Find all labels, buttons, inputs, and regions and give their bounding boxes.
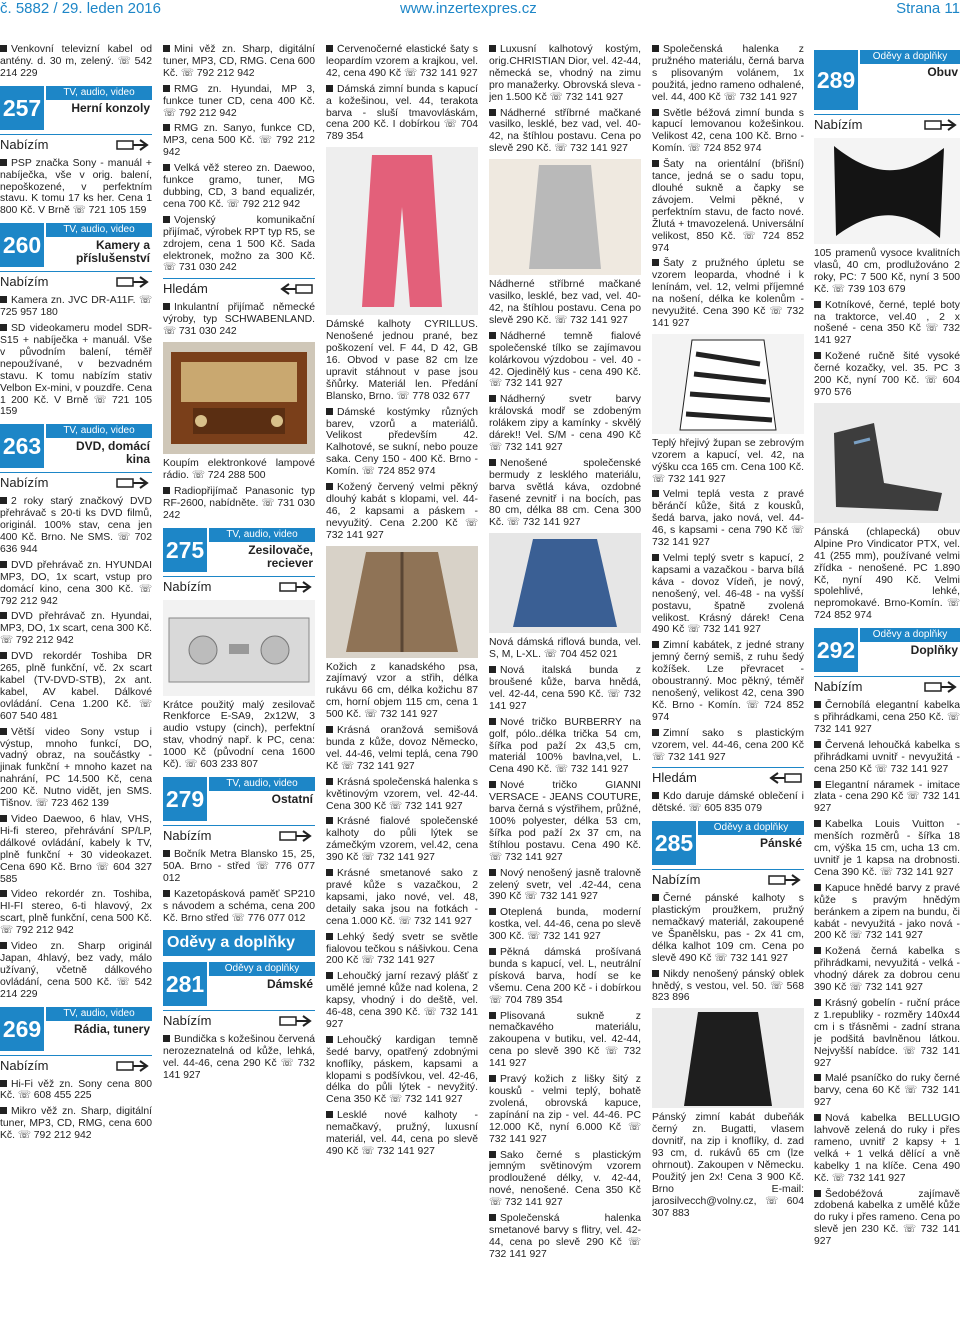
ad: Kabelka Louis Vuitton - menších rozměrů - šířka 18 cm, výška 15 cm, ucha 13 cm. uvnitř je 1 kapsa na drobnosti. Cena 390 Kč. ☏ 732 141 927 (814, 819, 960, 878)
ad: Pěkná dámská prošívaná bunda s kapucí, vel. L, neutrální písková barva, hodí se ke všemu. Cena 200 Kč - i dobírkou ☏ 704 789 354 (489, 947, 641, 1006)
clothing-category-title: Oděvy a doplňky (163, 930, 315, 956)
ad: Hi-Fi věž zn. Sony cena 800 Kč. ☏ 608 455 225 (0, 1078, 152, 1102)
offer-heading: Nabízím (0, 271, 152, 291)
ad: Nový nenošený jasně tralovně zelený svetr, vel .42-44, cena 390 Kč ☏ 732 141 927 (489, 867, 641, 903)
ad: RMG zn. Hyundai, MP 3, funkce tuner CD, cena 400 Kč. ☏ 792 212 942 (163, 83, 315, 119)
section-header-260: 260 TV, audio, video Kamery a příslušenství (0, 223, 152, 267)
ad: Nová dámská riflová bunda, vel. S, M, L-XL. ☏ 704 452 021 (489, 637, 641, 661)
ad: Bundička s kožešinou červená nerozeznatelná od kůže, lehká, vel. 44-46, cena 290 Kč ☏ 732 141 927 (163, 1034, 315, 1082)
section-header-285: 285 Oděvy a doplňky Pánské (652, 821, 804, 865)
arrow-right-icon (116, 138, 150, 152)
section-header-257: 257 TV, audio, video Herní konzoly (0, 86, 152, 130)
ad: Bočník Metra Blansko 15, 25, 50A. Brno - střed ☏ 776 077 012 (163, 849, 315, 884)
arrow-right-icon (116, 476, 150, 490)
arrow-right-icon (116, 275, 150, 289)
page-number: Strana 11 (896, 0, 960, 17)
top-photo (489, 159, 641, 275)
denim-jacket-photo (489, 533, 641, 633)
section-header-275: 275 TV, audio, video Zesilovače, reciever (163, 528, 315, 572)
ad: Větší video Sony vstup i výstup, mnoho funkcí, DO, vadný obraz, na součástky - jinak funkční + mnoho kazet na nahrání, PC 14.500 Kč, cena 200 Kč. Nutno vidět, jen SMS. Tišnov. ☏ 723 462 139 (0, 726, 152, 810)
ad: Lehký šedý svetr se světle fialovou tečkou s nášivkou. Cena 200 Kč ☏ 732 141 927 (326, 931, 478, 967)
ad: Malé psaníčko do ruky černé barvy, cena 60 Kč ☏ 732 141 927 (814, 1073, 960, 1109)
ad: Nová kabelka BELLUGIO lahvově zelená do ruky i přes rameno, uvnitř 2 kapsy + 1 velká + 1 velká dělící a vně kabelky 1 na klíče. Cena 490 Kč. ☏ 732 141 927 (814, 1113, 960, 1184)
column-3 (326, 44, 478, 1322)
ad: Mini věž zn. Sharp, digitální tuner, MP3, CD, RMG. Cena 600 Kč. ☏ 792 212 942 (163, 44, 315, 79)
ad: Sako černé s plastickým jemným světinovým vzorem prodloužené délky, v. 42-44, nové, nenošené. Cena 350 Kč ☏ 732 141 927 (489, 1149, 641, 1209)
ad: Pánská (chlapecká) obuv Alpine Pro Vindicator PTX, vel. 41 (255 mm), používané velmi zřídka - nenošené. PC 1.890 Kč, nyní 490 Kč. Velmi spolehlivé, lehké, nepromokavé. Brno-Komín. ☏ 724 852 974 (814, 526, 960, 622)
ad: Krásné smetanové sako z pravé kůže s vazačkou, 2 kapsami, jako nové, vel. 48, detaily saka jsou na fotkách - cena 1.000 Kč. ☏ 732 141 927 (326, 868, 478, 927)
radio-photo (163, 342, 315, 454)
ad: Šaty na orientální (břišní) tance, jedná se o sadu topu, dlouhé sukně a čapky se závojem. Velmi pěkné, v perfektním stavu, de facto nové. Žlutá + tmavozelená. Universální velikost, 850 Kč. ☏ 724 852 974 (652, 159, 804, 254)
ad: Nové tričko GIANNI VERSACE - JEANS COUTURE, barva černá s výstřihem, průžné, 100% polyester, délka 53 cm, šířka pod paží 2x 37 cm, na štíhlou postavu. Cena 490 Kč. ☏ 732 141 927 (489, 780, 641, 863)
arrow-right-icon (924, 680, 958, 694)
ad: Šedobéžová zajímavě zdobená kabelka z umělé kůže do ruky i přes rameno. Cena po slevě jen 230 Kč. ☏ 732 141 927 (814, 1188, 960, 1248)
amplifier-photo (163, 600, 315, 696)
site-url[interactable]: www.inzertexpres.cz (400, 0, 537, 17)
ad: Černé pánské kalhoty s plastickým proužkem, pružný nemačkavý materiál, zakoupené ve Španělsku, pas - 2x 41 cm, délka kalhot 109 cm. Cena po slevě 490 Kč ☏ 732 141 927 (652, 893, 804, 964)
ad: Nádherné stříbrné mačkané vasilko, lesklé, bez vad, vel. 40-42, na štíhlou postavu. Cena po slevě 290 Kč. ☏ 732 141 927 (489, 279, 641, 326)
ad: Dámské kalhoty CYRILLUS. Nenošené jednou prané, bez poškození vel. F 44, D 42, GB 16. Obvod v pase 82 cm lze upravit stáhnout v pase jsou šňůrky. Materiál len. Předání Blansko, Brno. ☏ 778 032 677 (326, 319, 478, 402)
ad: Černobílá elegantní kabelka s přihrádkami, cena 250 Kč. ☏ 732 141 927 (814, 700, 960, 735)
section-header-292: 292 Oděvy a doplňky Doplňky (814, 628, 960, 672)
ad: Červenočerné elastické šaty s leopardím vzorem a krajkou, vel. 42, cena 490 Kč ☏ 732 141 927 (326, 44, 478, 79)
ad: Video rekordér zn. Toshiba, HI-FI stereo, 6-ti hlavový, 2x scart, plně funkční, cena 500 Kč. ☏ 792 212 942 (0, 889, 152, 937)
offer-heading: Nabízím (163, 576, 315, 596)
ad: Zimní kabátek, z jedné strany jemný černý semiš, z ruhu šedý kožíšek. Lze převracet - oboustranný. Moc pěkný, téměř nenošený, velikost 42, cena 390 Kč. Brno - Komín. ☏ 724 852 974 (652, 640, 804, 723)
column-6 (814, 44, 960, 1322)
offer-heading: Nabízím (814, 114, 960, 134)
page-header (0, 0, 960, 20)
offer-heading: Nabízím (163, 825, 315, 845)
column-2 (163, 44, 315, 1322)
trousers-photo (326, 147, 478, 315)
ad: Velká věž stereo zn. Daewoo, funkce gramo, tuner, MG dubbing, CD, 3 band equalizér, cena 700 Kč. ☏ 792 212 942 (163, 163, 315, 210)
ad: Oteplená bunda, moderní kostka, vel. 44-46, cena po slevě 300 Kč. ☏ 732 141 927 (489, 907, 641, 943)
column-4 (489, 44, 641, 1322)
ad: Kožená černá kabelka s přihrádkami, nevyužitá - velká - vhodný dárek za dobrou cenu 390 Kč ☏ 732 141 927 (814, 946, 960, 994)
ad: Společenská halenka smetanové barvy s flitry, vel. 42-44, cena po slevě 290 Kč ☏ 732 141 927 (489, 1213, 641, 1260)
ad: Nádherné stříbrné mačkané vasilko, lesklé, bez vad, vel. 40-42, na štíhlou postavu. Cena po slevě 290 Kč. ☏ 732 141 927 (489, 107, 641, 155)
ad: 105 pramenů vysoce kvalitních vlasů, 40 cm, prodlužováno 2 roky, PC: 7 500 Kč, nyní 3 500 Kč. ☏ 739 103 679 (814, 248, 960, 295)
ad: Šaty z pružného úpletu se vzorem leoparda, vhodné i k lenínám, vel. 12, velmi příjemné na nošení, délka ke kolenům - nevyužité. Cena 390 Kč ☏ 732 141 927 (652, 258, 804, 329)
ad: Kamera zn. JVC DR-A11F. ☏ 725 957 180 (0, 295, 152, 319)
coat-photo (652, 1008, 804, 1108)
wanted-heading: Hledám (652, 767, 804, 787)
ad: Mikro věž zn. Sharp, digitální tuner, MP3, CD, RMG, cena 600 Kč. ☏ 792 212 942 (0, 1106, 152, 1142)
ad: Inkulantní přijímač německé výroby, typ SCHWABENLAND. ☏ 731 030 242 (163, 302, 315, 338)
ad: Video Daewoo, 6 hlav, VHS, Hi-fi stereo, přehrávání SP/LP, dálkové ovládání, kabely k TV, plně funkční + 30 videokazet. Cena 690 Kč. Brno ☏ 604 327 585 (0, 813, 152, 885)
ad: Luxusní kalhotový kostým, orig.CHRISTIAN Dior, vel. 42-44, německá se, vhodný na zimu pro manažerky. Obrovská sleva - jen 1.500 Kč ☏ 732 141 927 (489, 44, 641, 103)
ad: Kožený červený velmi pěkný dlouhý kabát s klopami, vel. 44-46, 2 kapsami a páskem - nevyužitý. Cena 2.200 Kč ☏ 732 141 927 (326, 482, 478, 541)
ad: Velmi teplá vesta z pravé běránčí kůže, šitá z kousků, šedá barva, jako nová, vel. 44-46, s kapsami - cena 790 Kč ☏ 732 141 927 (652, 489, 804, 549)
ad: Koupím elektronkové lampové rádio. ☏ 724 288 500 (163, 458, 315, 481)
ad: Krátce použitý malý zesilovač Renkforce E-SA9, 2x12W, 3 audio vstupy (cinch), perfektní stav, vhodný např. k PC, cena: 1000 Kč (původní cena 1600 Kč). ☏ 603 233 807 (163, 699, 315, 771)
ad: Kazetopásková paměť SP210 s návodem a schéma, cena 200 Kč. Brno střed ☏ 776 077 012 (163, 888, 315, 924)
ad: Lehoučký kardigan temně šedé barvy, opatřený zdobnými knoflíky, páskem, kapsami a klopami s podšívkou, vel. 42-46, délka do půli lýtek - nevyžitý. Cena 350 Kč ☏ 732 141 927 (326, 1034, 478, 1106)
ad: Nové tričko BURBERRY na golf, pólo..délka trička 54 cm, šířka pod paží 2x 43,5 cm, materiál 100% bavlna,vel, L. Cena 490 Kč. ☏ 732 141 927 (489, 716, 641, 776)
ad: Vojenský komunikační přijímač, výrobek RPT typ R5, se zdrojem, cena 1 500 Kč. Sada elektronek, možno za 300 Kč. ☏ 731 030 242 (163, 214, 315, 274)
ad: SD videokameru model SDR-S15 + nabíječka + manuál. Vše v původním balení, téměř nepoužívané, v bezvadném stavu. K tomu nabízím stativ Velbon Ex-mini, v pouzdře. Cena 1 200 Kč. V Brně ☏ 721 105 159 (0, 323, 152, 418)
ad: Zimní sako s plastickým vzorem, vel. 44-46, cena 200 Kč ☏ 732 141 927 (652, 727, 804, 763)
hair-photo (814, 138, 960, 244)
offer-heading: Nabízím (652, 869, 804, 889)
column-5 (652, 44, 804, 1322)
ad: Lehoučký jarní rezavý plášť z umělé jemné kůže nad kolena, 2 kapsy, vhodný i do deště, vel. 46-48, cena 390 Kč. ☏ 732 141 927 (326, 971, 478, 1030)
section-header-269: 269 TV, audio, video Rádia, tunery (0, 1007, 152, 1051)
ad: Nádherné temně fialové společenské tílko se zajímavou kolárkovou výzdobou - vel. 40 - 42. Ojedinělý kus - cena 490 Kč. ☏ 732 141 927 (489, 330, 641, 390)
ad: DVD přehrávač zn. Hyundai, MP3, DO, 1x scart, cena 300 Kč. ☏ 792 212 942 (0, 611, 152, 647)
offer-heading: Nabízím (0, 134, 152, 154)
ad: Kotníkové, černé, teplé boty na traktorce, vel.40 , 2 x nošené - cena 350 Kč ☏ 732 141 927 (814, 299, 960, 347)
section-header-263: 263 TV, audio, video DVD, domácí kina (0, 424, 152, 468)
ad: Krásné fialové společenské kalhoty do půli lýtek se zámečkým vzorem, vel.42, cena 390 Kč ☏ 732 141 927 (326, 816, 478, 864)
ad: Kožich z kanadského psa, zajímavý vzor a střih, délka rukávu 66 cm, délka kožichu 87 cm, horní objem 115 cm, cena 1 500 Kč. ☏ 732 141 927 (326, 661, 478, 721)
ad: Světle béžová zimní bunda s kapucí lemovanou kožešinkou. Velikost 42, cena 100 Kč. Brno - Komín. ☏ 724 852 974 (652, 107, 804, 155)
ad: Kapuce hnědé barvy z pravé kůže s pravým hnědým beránkem a zipem na bundu, či kabát - nevyužitá - jako nová - 200 Kč ☏ 732 141 927 (814, 882, 960, 942)
ad: Krásná společenská halenka s květinovým vzorem, vel. 42-44. Cena 300 Kč ☏ 732 141 927 (326, 776, 478, 812)
ad: Pravý kožich z lišky šitý z kousků - velmi teplý, bohatě zvolená, obrovská kapuce, zapínání na zip - vel. 44-46. PC 12.000 Kč, nyní 6.000 Kč ☏ 732 141 927 (489, 1074, 641, 1145)
offer-heading: Nabízím (814, 676, 960, 696)
section-header-279: 279 TV, audio, video Ostatní (163, 777, 315, 821)
ad: Nádherný svetr barvy královská modř se zdobeným rolákem zipy a kamínky - skvělý dárek!! Vel. S/M - cena 490 Kč ☏ 732 141 927 (489, 394, 641, 453)
ad: PSP značka Sony - manuál + nabíječka, vše v orig. balení, nepoškozené, v perfektním stavu. K tomu 17 ks her. Cena 1 800 Kč. V Brně ☏ 721 105 159 (0, 157, 152, 217)
arrow-right-icon (279, 1014, 313, 1028)
ad: Teplý hřejivý župan se zebrovým vzorem a kapucí, vel. 42, na výšku cca 165 cm. Cena 100 Kč. ☏ 732 141 927 (652, 437, 804, 485)
offer-heading: Nabízím (0, 1055, 152, 1075)
ad: Krásný gobelín - ruční práce z 1.republiky - rozměry 140x44 cm i s třásněmi - zadní strana je podšitá bavlněnou látkou. Nejvyšší nabídce. ☏ 732 141 927 (814, 997, 960, 1069)
ad: DVD rekordér Toshiba DR 265, plně funkční, vč. 2x scart kabel (TV-DVD-STB), 2x ant. kabel, AV kabel. Dálkové ovládání. Cena 1.200 Kč. ☏ 607 540 481 (0, 651, 152, 722)
issue-label: č. 5882 / 29. leden 2016 (0, 0, 161, 17)
fur-coat-photo (326, 546, 478, 658)
ad: Radiopřijímač Panasonic typ RF-2600, nabídněte. ☏ 731 030 242 (163, 485, 315, 521)
ad: Video zn. Sharp originál Japan, 4hlavý, bez vady, málo užívaný, včetně dálkového ovládání, cena 500 Kč. ☏ 542 214 229 (0, 941, 152, 1000)
ad: Plisovaná sukně z nemačkavého materiálu, zakoupena v butiku, vel. 42-44, cena po slevě 390 Kč ☏ 732 141 927 (489, 1010, 641, 1070)
arrow-left-icon (279, 282, 313, 296)
arrow-right-icon (279, 829, 313, 843)
wanted-heading: Hledám (163, 278, 315, 298)
ad: 2 roky starý značkový DVD přehrávač s 20-ti ks DVD filmů, originál. 100% stav, cena jen 400 Kč. Brno. Ne SMS. ☏ 702 636 944 (0, 496, 152, 555)
ad: Červená lehoučká kabelka s přihrádkami uvnitř - nevyužitá - cena 250 Kč ☏ 732 141 927 (814, 739, 960, 775)
offer-heading: Nabízím (0, 472, 152, 492)
ad: Kdo daruje dámské oblečení i dětské. ☏ 605 835 079 (652, 791, 804, 815)
offer-heading: Nabízím (163, 1010, 315, 1030)
ad: Nikdy nenošený pánský oblek hnědý, s vestou, vel. 50. ☏ 568 823 896 (652, 968, 804, 1004)
ad: Krásná oranžová semišová bunda z kůže, dovoz Německo, vel. 44-46, velmi teplá, cena 790 Kč ☏ 732 141 927 (326, 725, 478, 772)
arrow-right-icon (279, 580, 313, 594)
column-1 (0, 44, 152, 1322)
ad: Venkovní televizní kabel od antény. d. 30 m, zelený. ☏ 542 214 229 (0, 44, 152, 79)
arrow-left-icon (768, 771, 802, 785)
ad: Lesklé nové kalhoty - nemačkavý, pružný, luxusní materiál, vel. 44, cena po slevě 490 Kč ☏ 732 141 927 (326, 1110, 478, 1157)
ad: Nová italská bunda z broušené kůže, barva hnědá, vel. 42-44, cena 590 Kč. ☏ 732 141 927 (489, 665, 641, 712)
ad: Dámská zimní bunda s kapucí a kožešinou, vel. 44, terakota barva - sluší tmavovláskám, cena 200 Kč. I dobírkou ☏ 704 789 354 (326, 83, 478, 143)
arrow-right-icon (768, 873, 802, 887)
shoes-photo (814, 403, 960, 523)
ad: Pánský zimní kabát dubeňák černý zn. Bugatti, vlasem dovnitř, na zip i knoflíky, d. zad 93 cm, d. rukávů 65 cm (lze ohrnout). Zakoupen v Německu. Použitý jen 2x! Cena 3 900 Kč. Brno E-mail: jarosilvecch@volny.cz, ☏ 604 307 883 (652, 1112, 804, 1219)
ad: Společenská halenka z pružného materiálu, černá barva s plisovaným volánem, 1x použitá, jedno rameno odhalené, vel. 44, 400 Kč ☏ 732 141 927 (652, 44, 804, 103)
section-header-289: 289 Oděvy a doplňky Obuv (814, 50, 960, 110)
ad: Elegantní náramek - imitace zlata - cena 290 Kč ☏ 732 141 927 (814, 779, 960, 815)
zebra-robe-photo (652, 334, 804, 434)
section-header-281: 281 Oděvy a doplňky Dámské (163, 962, 315, 1006)
ad: Velmi teplý svetr s kapucí, 2 kapsami a vazačkou - barva bílá káva - dovoz Vídeň, je nový, nenošený, vel. 46-48 - na vyšší postavu, špatně zvolená velikost. Krásný dárek! Cena 490 Kč ☏ 732 141 927 (652, 553, 804, 636)
ad: Nenošené společenské bermudy z lesklého materiálu, barva světlá káva, ozdobné řasené zevnitř i na bocích, pas 80 cm, délka 88 cm. Cena 300 Kč. ☏ 732 141 927 (489, 457, 641, 529)
ad: DVD přehrávač zn. HYUNDAI MP3, DO, 1x scart, vstup pro domácí kino, cena 300 Kč. ☏ 792 212 942 (0, 559, 152, 607)
ad: Kožené ručně šité vysoké černé kozačky, vel. 35. PC 3 200 Kč, nyní 700 Kč. ☏ 604 970 576 (814, 351, 960, 398)
ad: RMG zn. Sanyo, funkce CD, MP3, cena 500 Kč. ☏ 792 212 942 (163, 123, 315, 159)
arrow-right-icon (116, 1059, 150, 1073)
arrow-right-icon (924, 118, 958, 132)
ad: Dámské kostýmky různých barev, vzorů a materiálů. Velikost především 42. Kalhotové, se sukní, nebo pouze saka. Ceny 150 - 400 Kč. Brno - Komín. ☏ 724 852 974 (326, 406, 478, 478)
